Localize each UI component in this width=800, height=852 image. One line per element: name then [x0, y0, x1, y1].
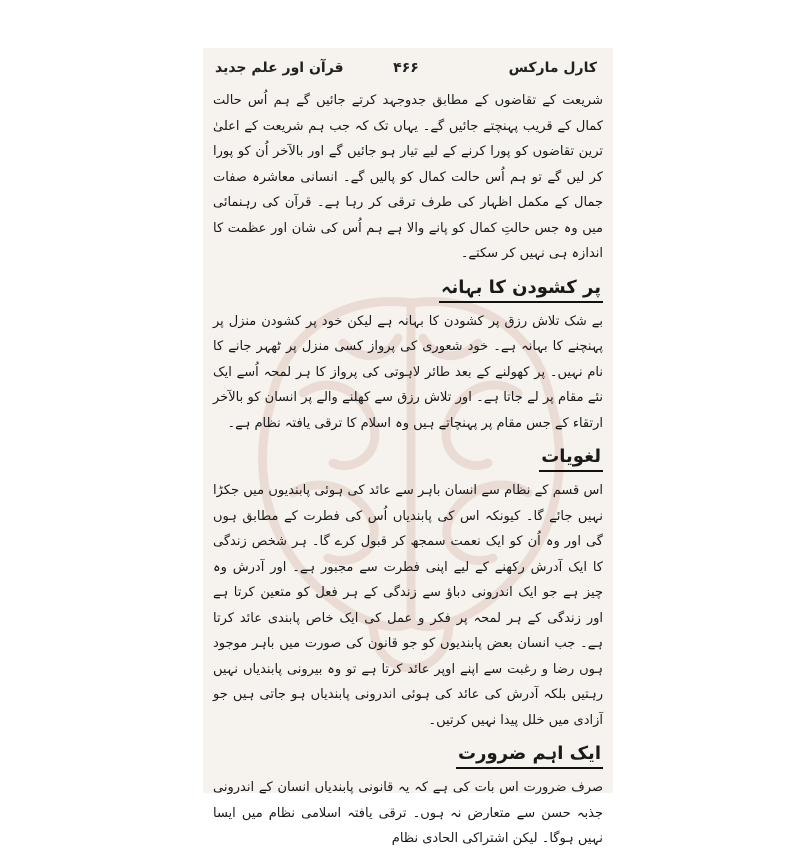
page-number: ۴۶۶: [393, 60, 419, 76]
header-chapter-title: قرآن اور علم جدید: [215, 60, 344, 76]
paragraph-3: اس قسم کے نظام سے انسان باہر سے عائد کی ہوئی پابندیوں میں جکڑا نہیں جائے گا۔ کیونکہ اس کی پابندیاں اُس کی فطرت کے مطابق ہوں گی اور وہ اُن کو ایک نعمت سمجھ کر قبول کرے گا۔ ہر شخص زندگی کا ایک آدرش رکھنے کے لیے اپنی فطرت سے مجبور ہے۔ اور آدرش وہ چیز ہے جو ایک اندرونی دباؤ سے زندگی کے ہر فعل کو متعین کرتا ہے اور زندگی کے ہر لمحہ پر فکر و عمل کی ایک خاص پابندی عائد کرتا ہے۔ جب انسان بعض پابندیوں کو جو قانون کی صورت میں باہر موجود ہوں رضا و رغبت سے اپنے اوپر عائد کرتا ہے تو وہ بیرونی پابندیاں نہیں رہتیں بلکہ آدرش کی عائد کی ہوئی اندرونی پابندیاں ہو جاتی ہیں جو آزادی میں خلل پیدا نہیں کرتیں۔: [213, 483, 603, 728]
paragraph-1: شریعت کے تقاضوں کے مطابق جدوجہد کرتے جائیں گے ہم اُس حالت کمال کے قریب پہنچتے جائیں گے۔ یہاں تک کہ جب ہم شریعت کے اعلیٰ ترین تقاضوں کو پورا کرنے کے لیے تیار ہو جائیں گے اور بالآخر اُن کو پورا کر لیں گے تو ہم اُس حالت کمال کو پالیں گے۔ انسانی معاشرہ صفات جمال کے مکمل اظہار کی طرف ترقی کر رہا ہے۔ قرآن کی رہنمائی میں وہ جس حالتِ کمال کو پانے والا ہے ہم اُس کی شان اور عظمت کا اندازہ ہی نہیں کر سکتے۔: [213, 93, 603, 261]
page-content: [213, 88, 603, 852]
header-book-title: کارل مارکس: [508, 60, 597, 76]
book-page: [203, 48, 613, 846]
section-heading-1: پر کشودن کا بہانہ: [439, 275, 603, 303]
section-heading-3: ایک اہم ضرورت: [456, 741, 603, 769]
section-heading-2: لغویات: [539, 444, 603, 472]
page-header: [215, 60, 597, 80]
paragraph-2: بے شک تلاش رزق پر کشودن کا بہانہ ہے لیکن خود پر کشودن منزل پر پہنچنے کا بہانہ ہے۔ خود شعوری کی پرواز کسی منزل پر ٹھہر جانے کا نام نہیں۔ پر کھولنے کے بعد طائر لاہوتی کی پرواز کا ہر لمحہ اُسے ایک نئے مقام پر لے جاتا ہے۔ اور تلاش رزق سے کھلنے والے پر انسان کو بالآخر ارتقاء کے جس مقام پر پہنچاتے ہیں وہ اسلام کا ترقی یافتہ نظام ہے۔: [213, 313, 603, 431]
paragraph-4: صرف ضرورت اس بات کی ہے کہ یہ قانونی پابندیاں انسان کے اندرونی جذبہ حسن سے متعارض نہ ہوں۔ ترقی یافتہ اسلامی نظام میں ایسا نہیں ہوگا۔ لیکن اشتراکی الحادی نظام: [213, 780, 603, 846]
